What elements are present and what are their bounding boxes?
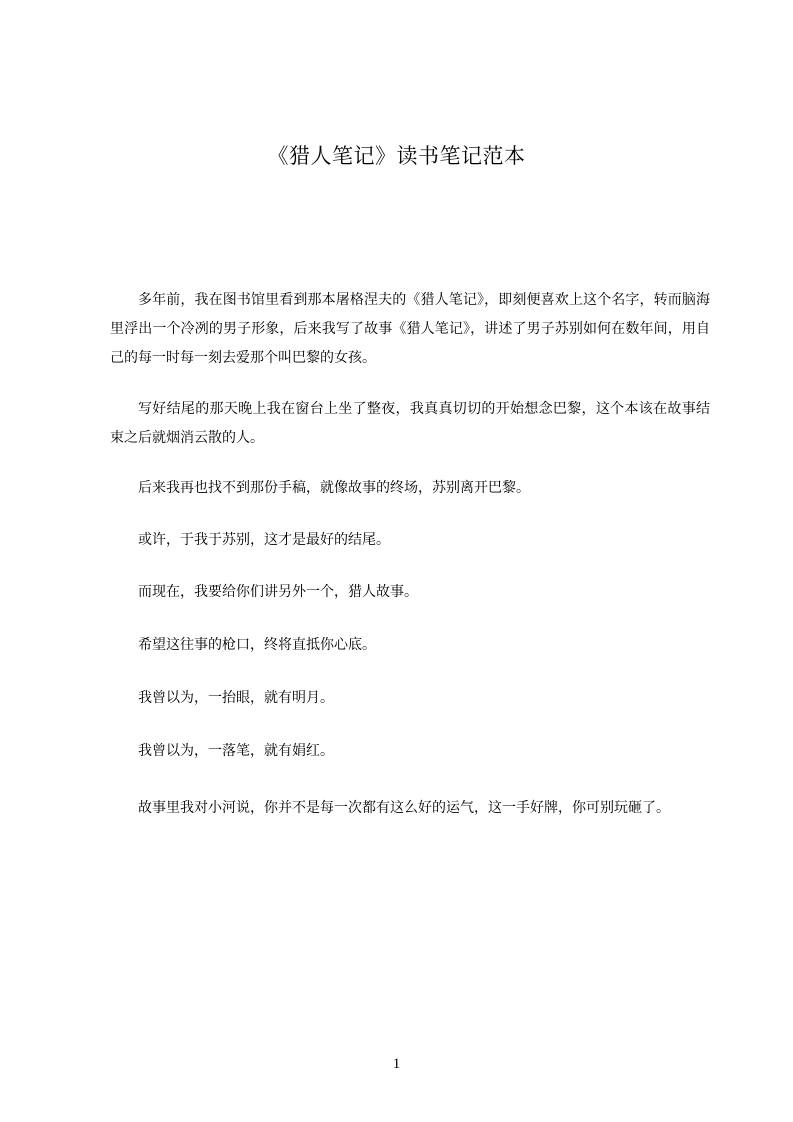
paragraph-3: 后来我再也找不到那份手稿，就像故事的终场，苏别离开巴黎。 [138, 480, 530, 496]
paragraph-8: 我曾以为，一落笔，就有娟红。 [138, 743, 334, 759]
paragraph-7: 我曾以为，一抬眼，就有明月。 [138, 690, 334, 706]
paragraph-6: 希望这往事的枪口，终将直抵你心底。 [138, 637, 376, 653]
paragraph-4: 或许，于我于苏别，这才是最好的结尾。 [138, 532, 390, 548]
document-title: 《猎人笔记》读书笔记范本 [267, 144, 526, 168]
paragraph-5: 而现在，我要给你们讲另外一个，猎人故事。 [138, 584, 418, 600]
paragraph-9: 故事里我对小河说，你并不是每一次都有这么好的运气，这一手好牌，你可别玩砸了。 [138, 800, 670, 816]
page-number: 1 [392, 1056, 401, 1072]
paragraph-1: 多年前，我在图书馆里看到那本屠格涅夫的《猎人笔记》，即刻便喜欢上这个名字，转而脑海里浮出一个冷冽的男子形象，后来我写了故事《猎人笔记》，讲述了男子苏别如何在数年间，用自己的每一时每一刻去爱那个叫巴黎的女孩。 [110, 292, 710, 366]
paragraph-2: 写好结尾的那天晚上我在窗台上坐了整夜，我真真切切的开始想念巴黎，这个本该在故事结束之后就烟消云散的人。 [110, 401, 710, 446]
